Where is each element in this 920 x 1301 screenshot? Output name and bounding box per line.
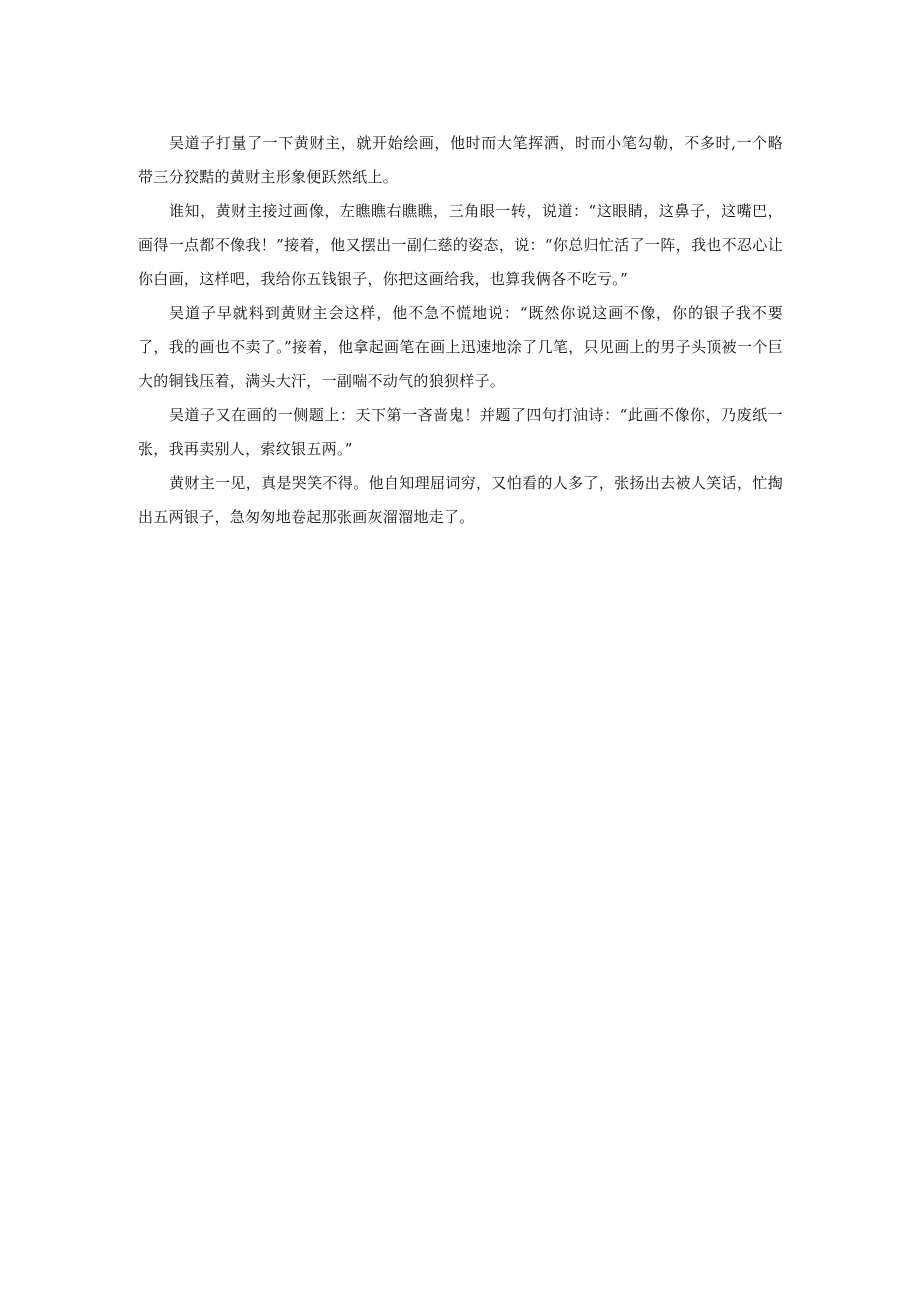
paragraph-1: 吴道子打量了一下黄财主，就开始绘画，他时而大笔挥洒，时而小笔勾勒，不多时,一个略带三分狡黠的黄财主形象便跃然纸上。 — [138, 134, 783, 186]
paragraph-3: 吴道子早就料到黄财主会这样，他不急不慌地说：“既然你说这画不像，你的银子我不要了，我的画也不卖了。”接着，他拿起画笔在画上迅速地涂了几笔，只见画上的男子头顶被一个巨大的铜钱压着，满头大汗，一副喘不动气的狼狈样子。 — [138, 304, 783, 390]
paragraph-5: 黄财主一见，真是哭笑不得。他自知理屈词穷，又怕看的人多了，张扬出去被人笑话，忙掏出五两银子，急匆匆地卷起那张画灰溜溜地走了。 — [138, 474, 783, 526]
paragraph-4: 吴道子又在画的一侧题上：天下第一吝啬鬼！并题了四句打油诗：“此画不像你，乃废纸一张，我再卖别人，索纹银五两。” — [138, 406, 783, 458]
paragraph-2: 谁知，黄财主接过画像，左瞧瞧右瞧瞧，三角眼一转，说道：“这眼睛，这鼻子，这嘴巴，画得一点都不像我！”接着，他又摆出一副仁慈的姿态，说：“你总归忙活了一阵，我也不忍心让你白画，这样吧，我给你五钱银子，你把这画给我，也算我俩各不吃亏。” — [138, 202, 783, 288]
document-body — [138, 126, 783, 534]
